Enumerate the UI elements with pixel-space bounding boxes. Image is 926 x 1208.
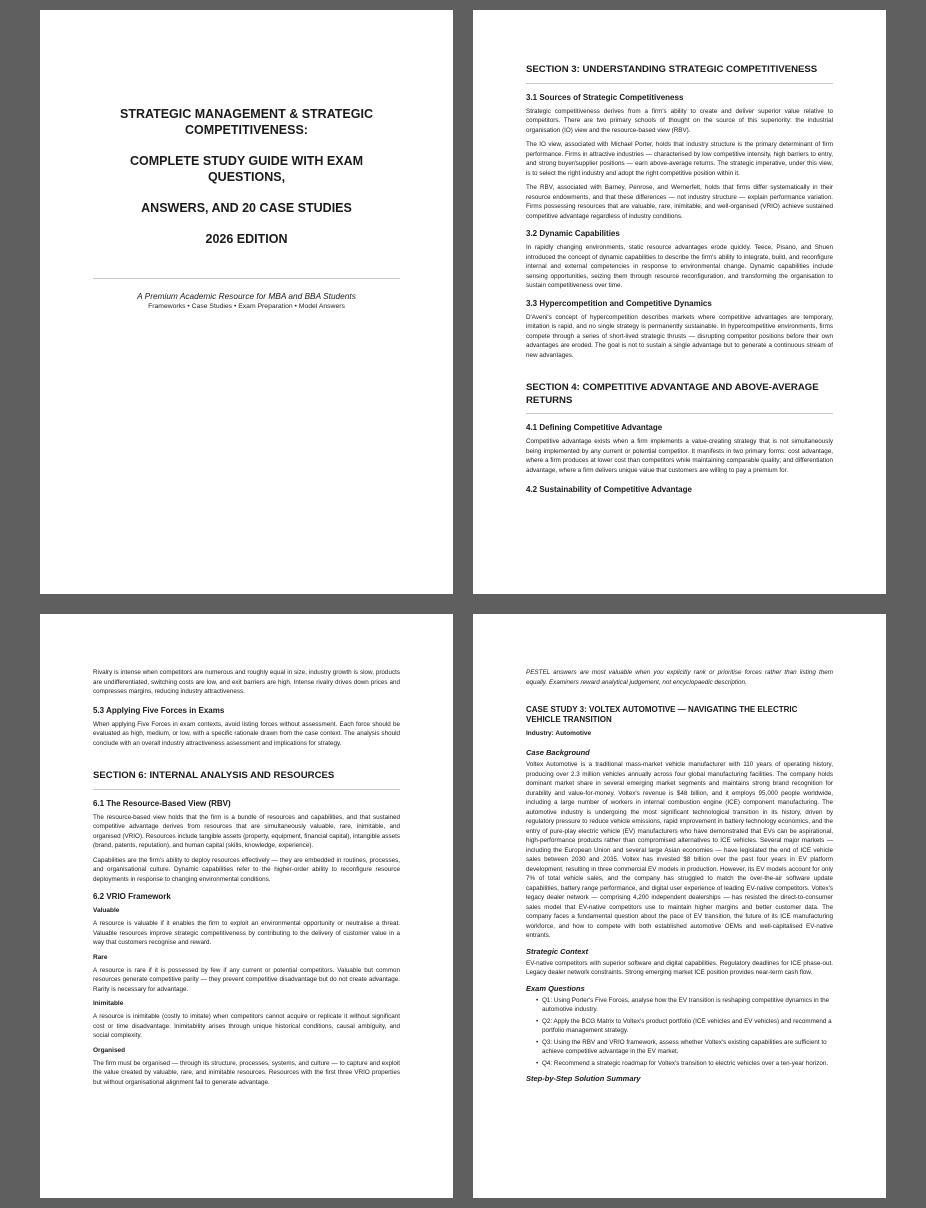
page-3 xyxy=(40,614,453,1198)
cover-title-line: QUESTIONS, xyxy=(207,170,286,184)
vrio-heading: Rare xyxy=(93,953,108,961)
cover-title-line: COMPETITIVENESS: xyxy=(185,123,308,137)
cover-title xyxy=(80,106,413,247)
case-industry: Industry: Automotive xyxy=(526,730,592,737)
page-cover xyxy=(40,10,453,594)
subsection-heading: 4.1 Defining Competitive Advantage xyxy=(526,423,663,432)
exam-question: • Q4: Recommend a strategic roadmap for Voltex's transition to electric vehicles over a ten-year horizon. xyxy=(542,1059,833,1069)
cover-title-line: COMPLETE STUDY GUIDE WITH EXAM xyxy=(129,154,364,168)
vrio-heading: Organised xyxy=(93,1046,126,1054)
paragraph: The resource-based view holds that the firm is a bundle of resources and capabilities, and that sustained competitive advantage derives from resources that are simultaneously valuable, rare, inimitable, and organised (VRIO). Resources include tangible assets (property, equipment, financial capital), intangible assets (brand, patents, reputation), and human capital (skills, knowledge, experience). xyxy=(93,813,400,849)
paragraph: The IO view, associated with Michael Porter, holds that industry structure is the primary determinant of firm performance. Firms in attractive industries — characterised by low competitive intensity, high barriers to entry, and strong buyer/supplier positions — earn above-average returns. The strategic imperative, under this view, is to select the right industry and adopt the right competitive position within it. xyxy=(526,141,833,177)
page-2 xyxy=(473,10,886,594)
paragraph: A resource is valuable if it enables the firm to exploit an environmental opportunity or neutralise a threat. Valuable resources improve strategic competitiveness by contributing to the delivery of customer value in a way that customers recognise and reward. xyxy=(93,920,400,946)
vrio-heading: Valuable xyxy=(93,907,120,914)
paragraph: D'Aveni's concept of hypercompetition describes markets where competitive advantages are temporary, imitation is rapid, and no single strategy is permanently sustainable. In hypercompetitive environments, firms compete through a series of short-lived strategic thrusts — disrupting competitor positions before their own advantages are eroded. The goal is not to sustain a single advantage but to generate a continuous stream of new advantages. xyxy=(526,313,833,359)
cover-divider xyxy=(93,278,400,279)
cover-features: Frameworks • Case Studies • Exam Preparation • Model Answers xyxy=(148,303,345,310)
subsection-heading: 3.3 Hypercompetition and Competitive Dynamics xyxy=(526,298,712,308)
cover-subtitle xyxy=(80,291,413,312)
exam-question: • Q2: Apply the BCG Matrix to Voltex's product portfolio (ICE vehicles and EV vehicles) and recommend a portfolio management strategy. xyxy=(542,1017,833,1036)
section-heading: SECTION 6: INTERNAL ANALYSIS AND RESOURCES xyxy=(93,770,400,790)
paragraph: The RBV, associated with Barney, Penrose, and Wernerfelt, holds that firms differ systematically in their resource endowments, and that these differences — not industry structure — explain performance variation. Firms possessing resources that are valuable, rare, inimitable, and well-organised (VRIO) achieve sustained competitive advantage regardless of industry conditions. xyxy=(526,184,833,220)
case-study-title: CASE STUDY 3: VOLTEX AUTOMOTIVE — NAVIGATING THE ELECTRIC VEHICLE TRANSITION xyxy=(526,705,798,724)
paragraph: Competitive advantage exists when a firm implements a value-creating strategy that is not simultaneously being implemented by any current or potential competitor. It manifests in two primary forms: cost advantage, where a firm produces at lower cost than competitors while maintaining comparable quality; and differentiation advantage, where a firm delivers unique value that customers are willing to pay a premium for. xyxy=(526,438,833,474)
exam-tip-note: PESTEL answers are most valuable when you explicitly rank or prioritise forces rather than listing them equally. Examiners reward analytical judgement, not encyclopaedic description. xyxy=(526,669,833,686)
vrio-heading: Inimitable xyxy=(93,1000,124,1007)
page-4 xyxy=(473,614,886,1198)
paragraph: Voltex Automotive is a traditional mass-market vehicle manufacturer with 110 years of operating history, producing over 2.3 million vehicles annually across four global manufacturing facilities. The company holds dominant market share in several emerging market segments and maintains strong brand recognition for durability and value-for-money. Voltex's revenue is $48 billion, and it employs 95,000 people worldwide, including a large number of workers in internal combustion engine (ICE) component manufacturing. The automotive industry is undergoing the most significant technological transition in its history, driven by regulatory pressure to reduce vehicle emissions, rapid improvement in battery technology economics, and the entry of pure-play electric vehicle (EV) manufacturers who have demonstrated that EVs can be aspirational, high-performance products rather than compromised alternatives to ICE vehicles. Several major markets — including the European Union and several large Asian economies — have legislated the end of ICE vehicle sales between 2030 and 2035. Voltex has invested $8 billion over the past four years in EV platform development, resulting in three commercial EV models in production. However, its EV models account for only 7% of total vehicle sales, and the company has struggled to match the over-the-air software update capabilities, battery range performance, and digital user experience of leading EV-native competitors. Voltex's legacy dealer network — comprising 4,200 independent dealerships — has resisted the direct-to-consumer sales model that EV-native competitors use to maintain higher margins and better customer data. The company faces a fundamental question about the pace of EV transition, the future of its ICE manufacturing workforce, and how to compete with both established automotive OEMs and well-capitalised EV-native entrants. xyxy=(526,761,833,939)
paragraph: The firm must be organised — through its structure, processes, systems, and culture — to capture and exploit the value created by valuable, rare, and inimitable resources. Resources with the first three VRIO properties but without organisational alignment fail to generate advantage. xyxy=(93,1059,400,1086)
paragraph: A resource is inimitable (costly to imitate) when competitors cannot acquire or replicate it without significant cost or time disadvantage. Inimitability arises through unique historical conditions, causal ambiguity, and social complexity. xyxy=(93,1013,400,1039)
subsection-heading: 4.2 Sustainability of Competitive Advantage xyxy=(526,485,692,494)
case-heading: Step-by-Step Solution Summary xyxy=(526,1074,641,1083)
cover-title-line: STRATEGIC MANAGEMENT & STRATEGIC xyxy=(119,107,373,121)
cover-edition: 2026 EDITION xyxy=(205,232,288,246)
paragraph: A resource is rare if it is possessed by few if any current or potential competitors. Valuable but common resources generate competitive parity — they prevent competitive disadvantage but do not create advantage. Rarity is necessary for advantage. xyxy=(93,966,400,993)
subsection-heading: 6.1 The Resource-Based View (RBV) xyxy=(93,798,231,808)
subsection-heading: 6.2 VRIO Framework xyxy=(93,892,171,901)
subsection-heading: 3.2 Dynamic Capabilities xyxy=(526,229,620,238)
section-heading: SECTION 3: UNDERSTANDING STRATEGIC COMPETITIVENESS xyxy=(526,64,833,84)
paragraph: Strategic competitiveness derives from a firm's ability to create and deliver superior value relative to competitors. There are two primary schools of thought on the source of this superiority: the industrial organisation (IO) view and the resource-based view (RBV). xyxy=(526,107,833,134)
paragraph: In rapidly changing environments, static resource advantages erode quickly. Teece, Pisano, and Shuen introduced the concept of dynamic capabilities to describe the firm's ability to integrate, build, and reconfigure internal and external competencies in response to environmental change. Dynamic capabilities include sensing opportunities, seizing them through resource reconfiguration, and transforming the organisation to sustain competitiveness over time. xyxy=(526,244,833,289)
paragraph: When applying Five Forces in exam contexts, avoid listing forces without assessment. Each force should be evaluated as high, medium, or low, with a specific rationale drawn from the case context. The analysis should conclude with an overall industry attractiveness assessment and implications for strategy. xyxy=(93,720,400,747)
cover-title-line: ANSWERS, AND 20 CASE STUDIES xyxy=(141,201,352,215)
section-heading: SECTION 4: COMPETITIVE ADVANTAGE AND ABOVE-AVERAGE RETURNS xyxy=(526,382,833,414)
cover-tagline: A Premium Academic Resource for MBA and BBA Students xyxy=(137,291,356,301)
case-heading: Exam Questions xyxy=(526,983,585,993)
case-heading: Case Background xyxy=(526,748,590,757)
subsection-heading: 5.3 Applying Five Forces in Exams xyxy=(93,705,225,715)
exam-question-list xyxy=(526,996,833,1069)
paragraph: Capabilities are the firm's ability to deploy resources effectively — they are embedded in routines, processes, and organisational culture. Dynamic capabilities refer to the higher-order ability to reconfigure resource deployments in response to changing environmental conditions. xyxy=(93,856,400,883)
case-heading: Strategic Context xyxy=(526,946,589,956)
paragraph: EV-native competitors with superior software and digital capabilities. Regulatory deadlines for ICE phase-out. Legacy dealer network constraints. Strong emerging market ICE position provides near-term cash flow. xyxy=(526,959,833,976)
subsection-heading: 3.1 Sources of Strategic Competitiveness xyxy=(526,92,684,102)
paragraph: Rivalry is intense when competitors are numerous and roughly equal in size, industry growth is slow, products are undifferentiated, switching costs are low, and exit barriers are high. Intense rivalry drives down prices and compresses margins, reducing industry attractiveness. xyxy=(93,669,400,695)
exam-question: • Q3: Using the RBV and VRIO framework, assess whether Voltex's existing capabilities are sufficient to achieve competitive advantage in the EV market. xyxy=(542,1038,833,1057)
exam-question: • Q1: Using Porter's Five Forces, analyse how the EV transition is reshaping competitive dynamics in the automotive industry. xyxy=(542,996,833,1015)
